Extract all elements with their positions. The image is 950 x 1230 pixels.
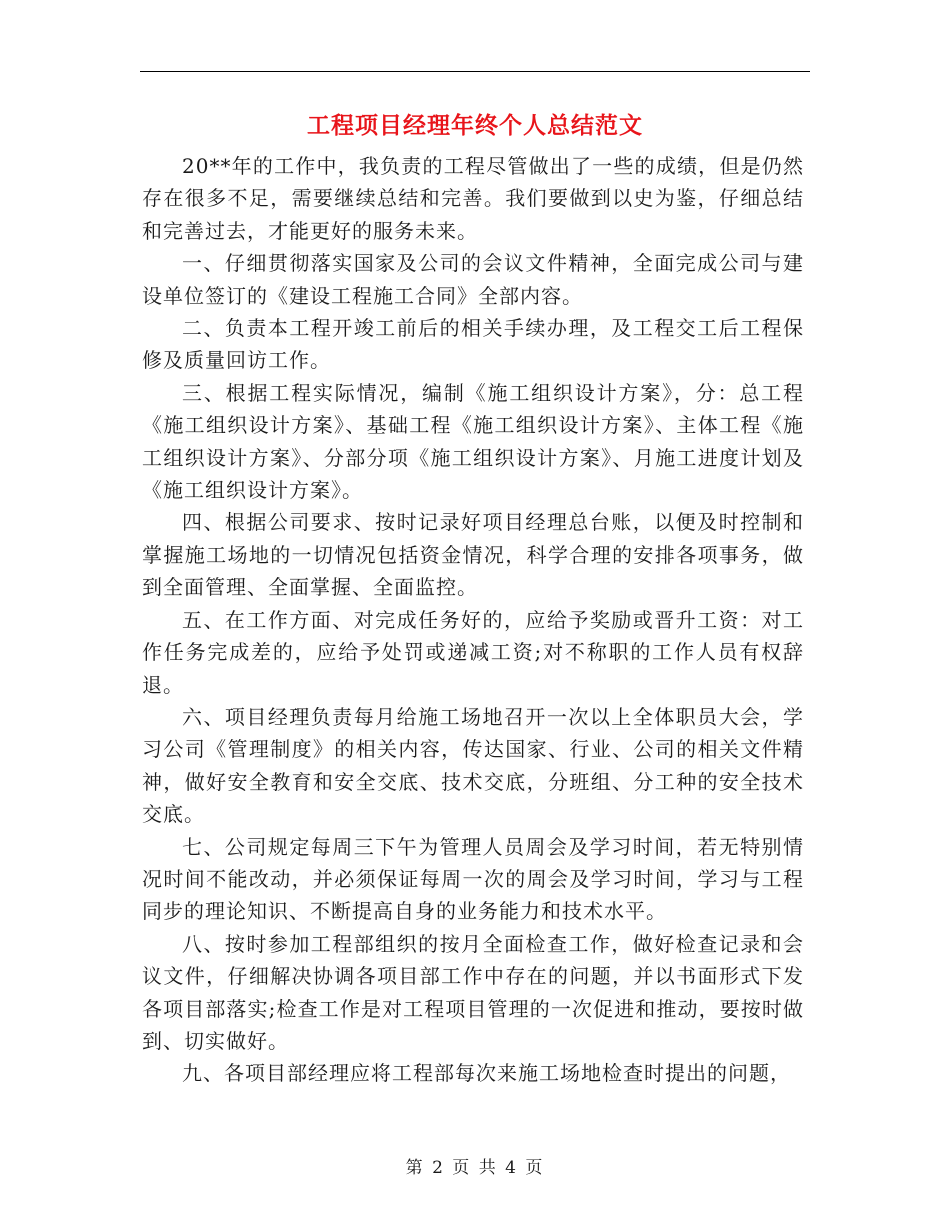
paragraph-item-3: 三、根据工程实际情况，编制《施工组织设计方案》，分：总工程《施工组织设计方案》、基础工程《施工组织设计方案》、主体工程《施工组织设计方案》、分部分项《施工组织设计方案》、月施工进度计划及《施工组织设计方案》。 — [142, 380, 804, 503]
paragraph-item-6: 六、项目经理负责每月给施工场地召开一次以上全体职员大会，学习公司《管理制度》的相关内容，传达国家、行业、公司的相关文件精神，做好安全教育和安全交底、技术交底，分班组、分工种的安全技术交底。 — [142, 704, 804, 827]
header-rule — [140, 71, 810, 72]
paragraph-item-5: 五、在工作方面、对完成任务好的，应给予奖励或晋升工资：对工作任务完成差的，应给予处罚或递减工资;对不称职的工作人员有权辞退。 — [142, 607, 804, 697]
document-title: 工程项目经理年终个人总结范文 — [307, 112, 643, 139]
paragraph-item-7: 七、公司规定每周三下午为管理人员周会及学习时间，若无特别情况时间不能改动，并必须保证每周一次的周会及学习时间，学习与工程同步的理论知识、不断提高自身的业务能力和技术水平。 — [142, 834, 804, 924]
paragraph-item-8: 八、按时参加工程部组织的按月全面检查工作，做好检查记录和会议文件，仔细解决协调各项目部工作中存在的问题，并以书面形式下发各项目部落实;检查工作是对工程项目管理的一次促进和推动，要按时做到、切实做好。 — [142, 931, 804, 1053]
paragraph-item-4: 四、根据公司要求、按时记录好项目经理总台账，以便及时控制和掌握施工场地的一切情况包括资金情况，科学合理的安排各项事务，做到全面管理、全面掌握、全面监控。 — [142, 510, 804, 600]
paragraph-item-2: 二、负责本工程开竣工前后的相关手续办理，及工程交工后工程保修及质量回访工作。 — [142, 316, 804, 373]
page-number-footer: 第 2 页 共 4 页 — [405, 1158, 545, 1178]
paragraph-item-9: 九、各项目部经理应将工程部每次来施工场地检查时提出的问题， — [182, 1061, 791, 1086]
paragraph-item-1: 一、仔细贯彻落实国家及公司的会议文件精神，全面完成公司与建设单位签订的《建设工程施工合同》全部内容。 — [142, 251, 804, 308]
paragraph-intro: 20**年的工作中，我负责的工程尽管做出了一些的成绩，但是仍然存在很多不足，需要继续总结和完善。我们要做到以史为鉴，仔细总结和完善过去，才能更好的服务未来。 — [142, 154, 804, 243]
document-body — [142, 150, 804, 1090]
